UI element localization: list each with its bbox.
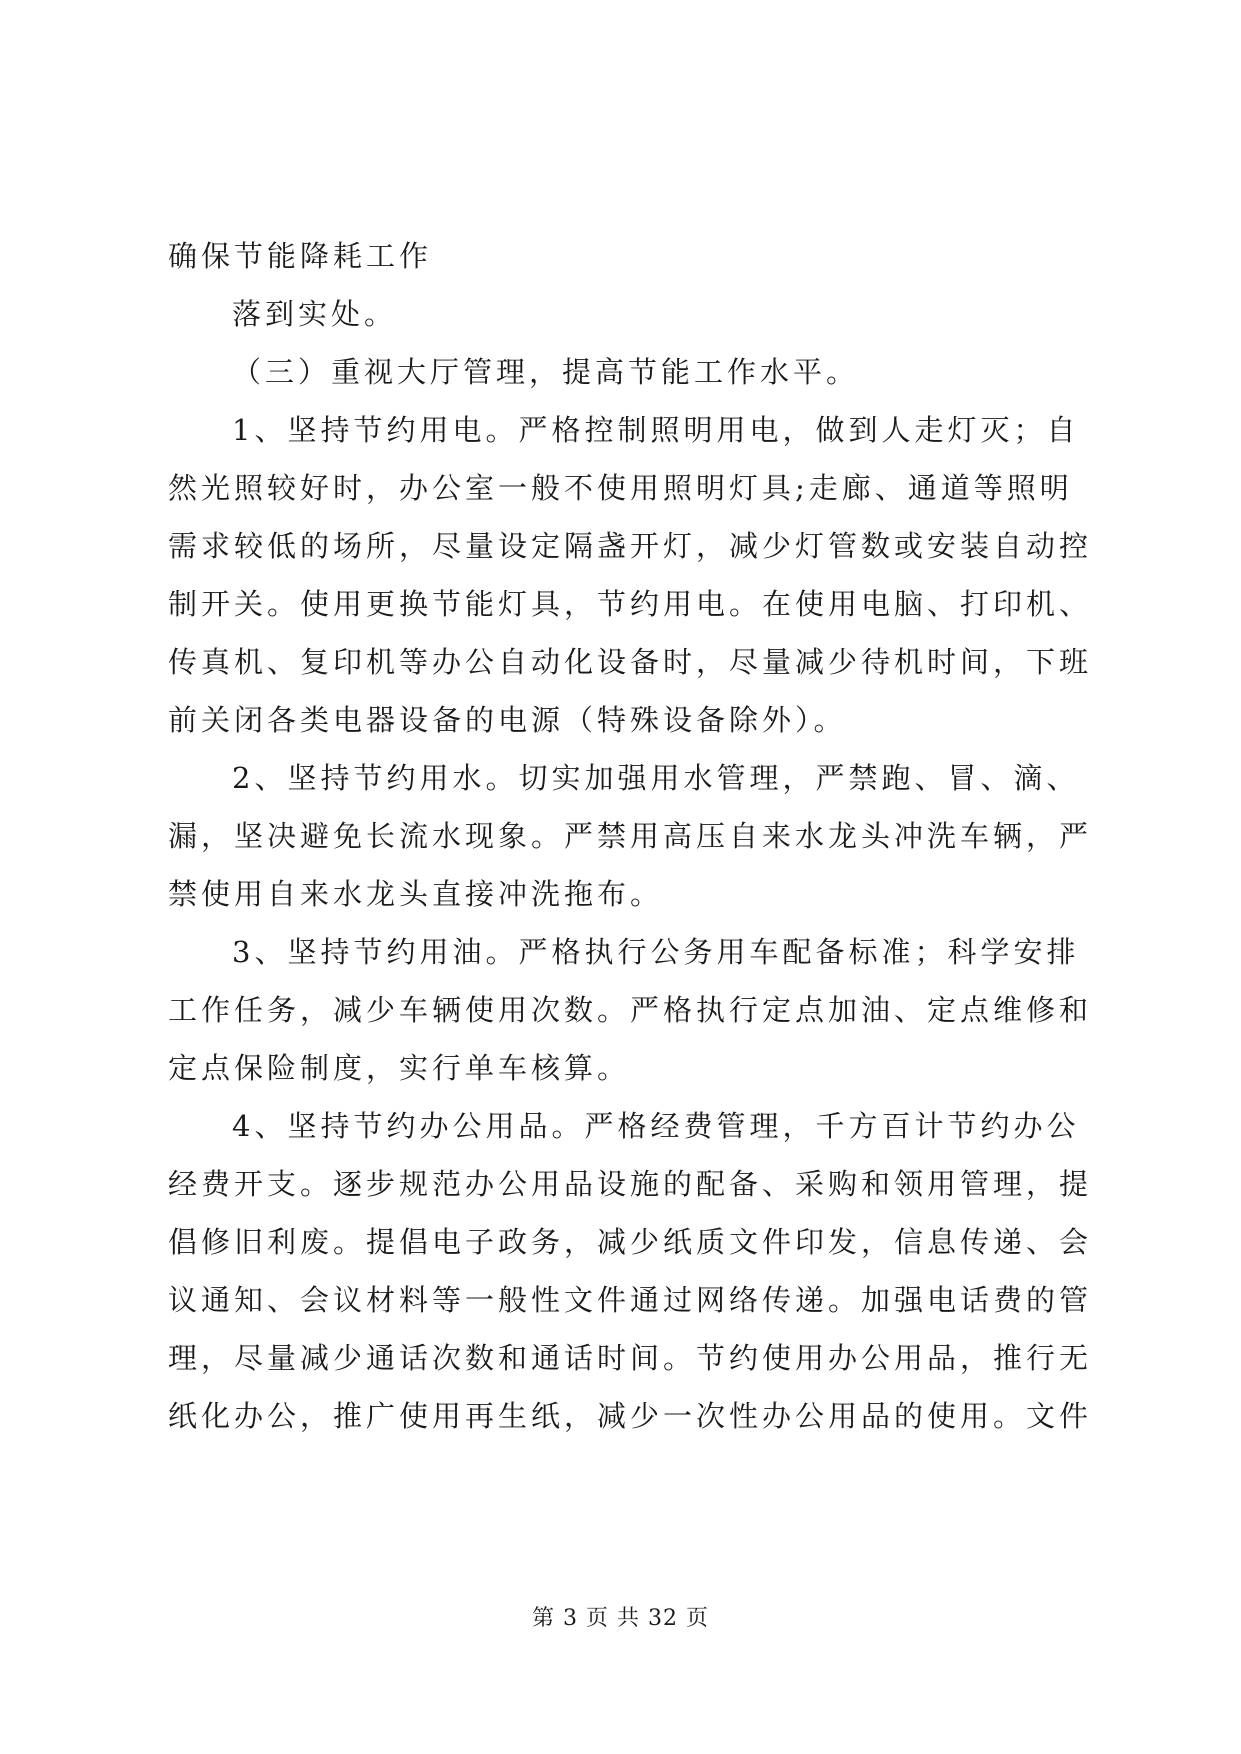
text-line: 理，尽量减少通话次数和通话时间。节约使用办公用品，推行无 (168, 1341, 1093, 1375)
text-line: 制开关。使用更换节能灯具，节约用电。在使用电脑、打印机、 (168, 587, 1093, 621)
paragraph-start: 4、坚持节约办公用品。严格经费管理，千方百计节约办公 (232, 1109, 1080, 1143)
text-line: 然光照较好时，办公室一般不使用照明灯具;走廊、通道等照明 (168, 471, 1073, 505)
text-line: 漏，坚决避免长流水现象。严禁用高压自来水龙头冲洗车辆，严 (168, 819, 1093, 853)
paragraph-start: 3、坚持节约用油。严格执行公务用车配备标准；科学安排 (232, 935, 1080, 969)
text-line: 经费开支。逐步规范办公用品设施的配备、采购和领用管理，提 (168, 1167, 1093, 1201)
paragraph-start: 2、坚持节约用水。切实加强用水管理，严禁跑、冒、滴、 (232, 761, 1080, 795)
text-line: 确保节能降耗工作 (168, 239, 433, 273)
page-footer: 第 3 页 共 32 页 (532, 1606, 709, 1631)
text-line: 传真机、复印机等办公自动化设备时，尽量减少待机时间，下班 (168, 645, 1093, 679)
text-line: 前关闭各类电器设备的电源（特殊设备除外）。 (168, 703, 847, 737)
section-heading: （三）重视大厅管理，提高节能工作水平。 (232, 355, 860, 389)
text-line: 议通知、会议材料等一般性文件通过网络传递。加强电话费的管 (168, 1283, 1093, 1317)
text-line: 需求较低的场所，尽量设定隔盏开灯，减少灯管数或安装自动控 (168, 529, 1093, 563)
text-line: 纸化办公，推广使用再生纸，减少一次性办公用品的使用。文件 (168, 1399, 1093, 1433)
text-line: 落到实处。 (232, 297, 398, 331)
text-line: 定点保险制度，实行单车核算。 (168, 1051, 631, 1085)
text-line: 倡修旧利废。提倡电子政务，减少纸质文件印发，信息传递、会 (168, 1225, 1093, 1259)
paragraph-start: 1、坚持节约用电。严格控制照明用电，做到人走灯灭；自 (232, 413, 1080, 447)
text-line: 工作任务，减少车辆使用次数。严格执行定点加油、定点维修和 (168, 993, 1093, 1027)
text-line: 禁使用自来水龙头直接冲洗拖布。 (168, 877, 664, 911)
